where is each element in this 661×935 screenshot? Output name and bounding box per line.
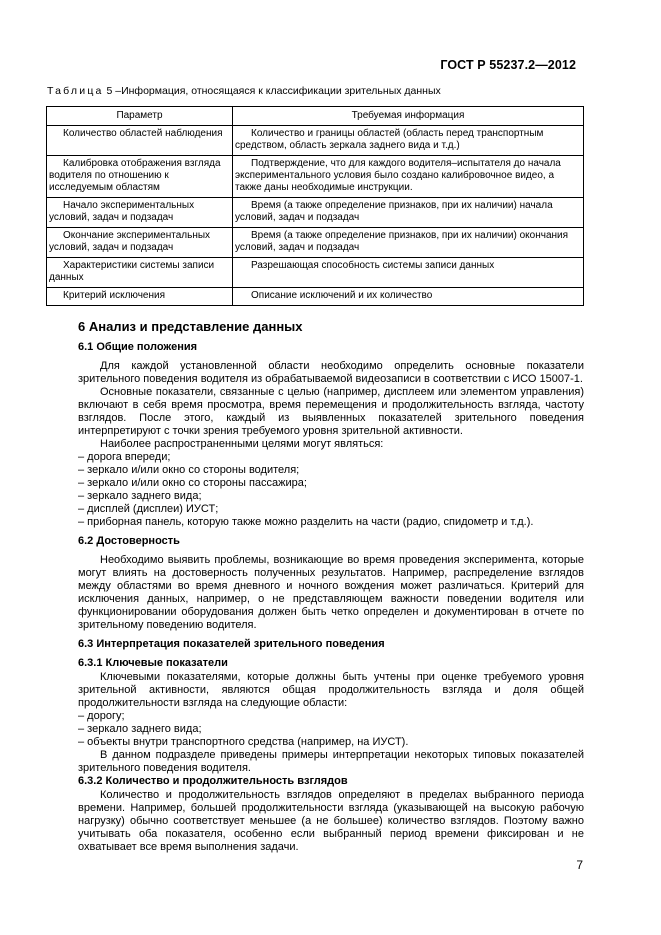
document-id-header: ГОСТ Р 55237.2—2012 [440, 58, 576, 72]
main-content [78, 320, 584, 854]
paragraph: Ключевыми показателями, которые должны быть учтены при оценке требуемого уровня зрительной активности, являются общая продолжительность взгляда и доля общей продолжительности взгляда на следующие области: [78, 671, 584, 709]
section-6-title: 6 Анализ и представление данных [78, 319, 303, 334]
table-header-param: Параметр [47, 107, 233, 126]
list-item: – дорога впереди; [78, 451, 171, 463]
table-cell-info: Разрешающая способность системы записи данных [233, 258, 584, 288]
table-cell-param: Характеристики системы записи данных [47, 258, 233, 288]
paragraph: Для каждой установленной области необходимо определить основные показатели зрительного поведения водителя из обрабатываемой видеозаписи в соответствии с ИСО 15007-1. [78, 360, 584, 385]
section-6-3-1-title: 6.3.1 Ключевые показатели [78, 657, 228, 669]
table-cell-info: Время (а также определение признаков, при их наличии) окончания условий, задач и подзадач [233, 228, 584, 258]
section-6-1-title: 6.1 Общие положения [78, 341, 198, 353]
table-cell-param: Калибровка отображения взгляда водителя по отношению к исследуемым областям [47, 156, 233, 198]
section-6-3-title: 6.3 Интерпретация показателей зрительного поведения [78, 638, 385, 650]
table-cell-info: Время (а также определение признаков, при их наличии) начала условий, задач и подзадач [233, 198, 584, 228]
table-cell-param: Критерий исключения [47, 288, 233, 306]
table-header-info: Требуемая информация [233, 107, 584, 126]
table-row [47, 258, 584, 288]
table-caption [47, 85, 441, 97]
classification-table [46, 106, 584, 306]
list-item: – зеркало и/или окно со стороны пассажира; [78, 477, 307, 489]
table-row [47, 288, 584, 306]
list-item: – зеркало заднего вида; [78, 490, 202, 502]
table-cell-info: Количество и границы областей (область перед транспортным средством, область зеркала заднего вида и т.д.) [233, 126, 584, 156]
table-cell-param: Количество областей наблюдения [47, 126, 233, 156]
paragraph: Основные показатели, связанные с целью (например, дисплеем или элементом управления) включают в себя время просмотра, время перемещения и продолжительность взгляда, частоту взглядов. После этого, каждый из выявленных показателей зрительного поведения интерпретируют с точки зрения требуемого уровня зрительной активности. [78, 386, 584, 437]
table-header-row [47, 107, 584, 126]
page-number: 7 [576, 858, 583, 872]
paragraph: Наиболее распространенными целями могут являться: [100, 438, 384, 450]
table-caption-text: 5 –Информация, относящаяся к классификации зрительных данных [103, 85, 441, 97]
table-row [47, 228, 584, 258]
paragraph: Необходимо выявить проблемы, возникающие во время проведения эксперимента, которые могут влиять на достоверность полученных результатов. Например, распределение взглядов между областями во время дневного и ночного вождения может различаться. Критерий для исключения данных, например, о не представляющем важности поведении водителя или функционировании оборудования должен быть четко определен и документирован в отчете по зрительному поведению водителя. [78, 554, 584, 631]
list-item: – зеркало заднего вида; [78, 723, 202, 735]
table-cell-info: Подтверждение, что для каждого водителя–испытателя до начала экспериментального условия было создано калибровочное видео, а также даны необходимые инструкции. [233, 156, 584, 198]
section-6-2-title: 6.2 Достоверность [78, 535, 180, 547]
list-item: – объекты внутри транспортного средства (например, на ИУСТ). [78, 736, 409, 748]
paragraph: Количество и продолжительность взглядов определяют в пределах выбранного периода времени. Например, большей продолжительности взгляда (указывающей на высокую рабочую нагрузку) обычно соответствует меньшее (а не большее) количество взглядов. Поэтому важно учитывать оба показателя, особенно если выбранный период времени фиксирован и не охватывает все время выполнения задачи. [78, 789, 584, 853]
list-item: – приборная панель, которую также можно разделить на части (радио, спидометр и т.д.). [78, 516, 534, 528]
table-caption-word: Таблица [47, 85, 104, 97]
list-item: – дорогу; [78, 710, 125, 722]
section-6-3-2-title: 6.3.2 Количество и продолжительность взглядов [78, 775, 348, 787]
table-row [47, 156, 584, 198]
paragraph: В данном подразделе приведены примеры интерпретации некоторых типовых показателей зрительного поведения водителя. [78, 749, 584, 774]
list-item: – зеркало и/или окно со стороны водителя; [78, 464, 300, 476]
table-cell-info: Описание исключений и их количество [233, 288, 584, 306]
table-row [47, 126, 584, 156]
list-item: – дисплей (дисплеи) ИУСТ; [78, 503, 219, 515]
table-cell-param: Начало экспериментальных условий, задач и подзадач [47, 198, 233, 228]
table-row [47, 198, 584, 228]
table-cell-param: Окончание экспериментальных условий, задач и подзадач [47, 228, 233, 258]
